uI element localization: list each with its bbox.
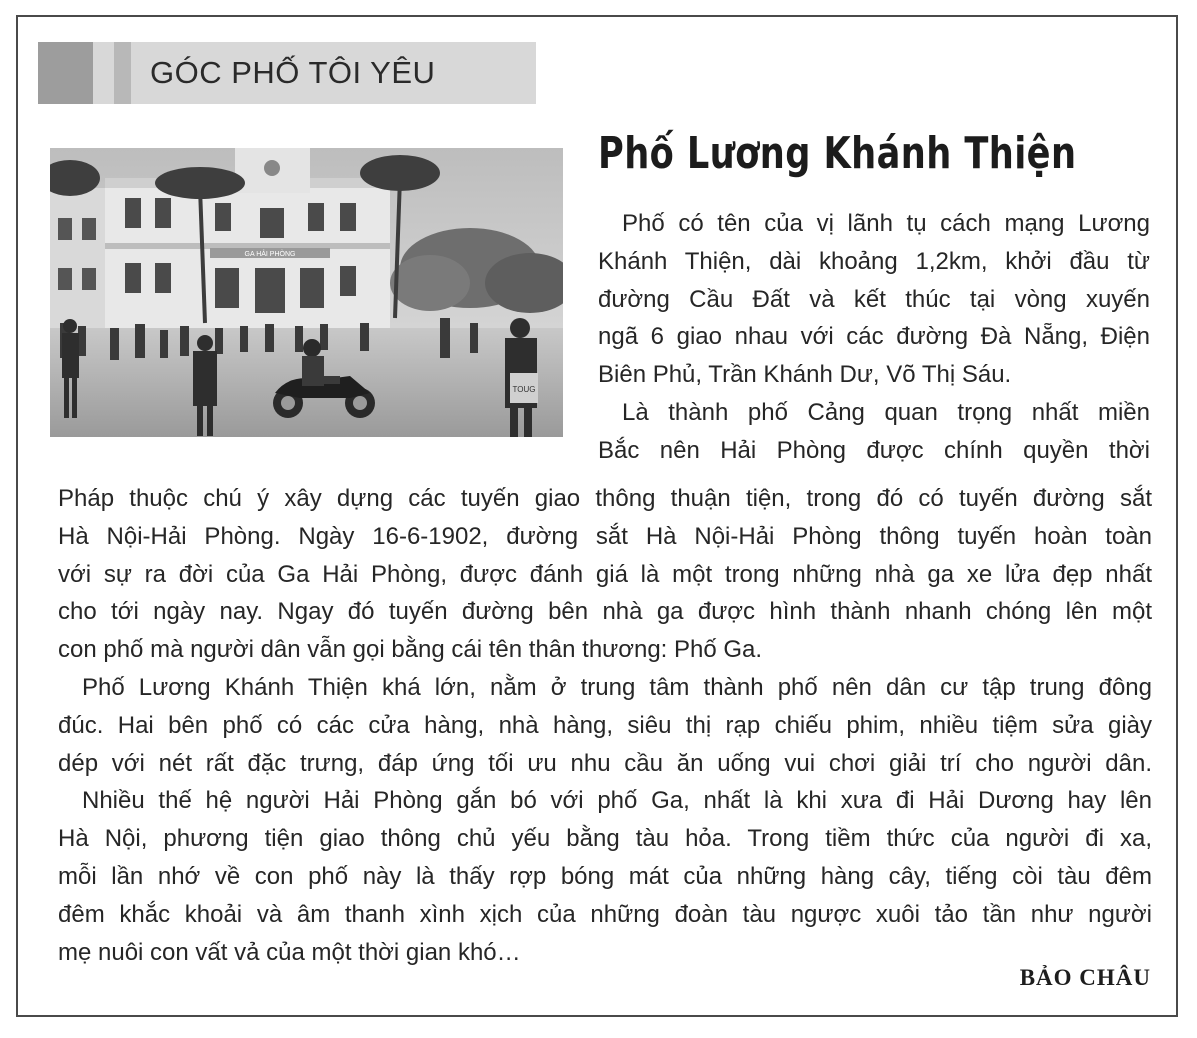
body-line: Là thành phố Cảng quan trọng nhất miền: [622, 398, 1150, 426]
body-line: đường Cầu Đất và kết thúc tại vòng xuyến: [598, 285, 1150, 313]
body-line: mẹ nuôi con vất vả của một thời gian khó…: [58, 938, 521, 966]
photo-bag-text: TOUG: [512, 385, 536, 394]
body-line: con phố mà người dân vẫn gọi bằng cái tên thân thương: Phố Ga.: [58, 636, 763, 664]
photo-station-sign: GA HẢI PHÒNG: [244, 251, 296, 258]
article-photo: [50, 148, 563, 437]
body-line: với sự ra đời của Ga Hải Phòng, được đánh giá là một trong những nhà ga xe lửa đẹp nhất: [58, 560, 1152, 588]
article-right-column: [598, 205, 1150, 470]
body-line: Khánh Thiện, dài khoảng 1,2km, khởi đầu từ: [598, 247, 1150, 275]
body-line: đúc. Hai bên phố có các cửa hàng, nhà hàng, siêu thị rạp chiếu phim, nhiều tiệm sửa giày: [58, 711, 1152, 739]
section-tag-dark-strip: [38, 42, 93, 104]
body-line: Nhiều thế hệ người Hải Phòng gắn bó với phố Ga, nhất là khi xưa đi Hải Dương hay lên: [82, 787, 1152, 815]
body-line: Phố có tên của vị lãnh tụ cách mạng Lương: [622, 210, 1150, 237]
section-tag: [38, 42, 536, 104]
article-title: Phố Lương Khánh Thiện: [598, 128, 1077, 179]
body-line: ngã 6 giao nhau với các đường Đà Nẵng, Điện: [598, 323, 1150, 351]
article-body: [58, 480, 1152, 971]
body-line: Biên Phủ, Trần Khánh Dư, Võ Thị Sáu.: [598, 361, 1012, 389]
body-line: Pháp thuộc chú ý xây dựng các tuyến giao thông thuận tiện, trong đó có tuyến đường sắt: [58, 485, 1152, 512]
section-label: GÓC PHỐ TÔI YÊU: [150, 55, 436, 90]
body-line: Hà Nội-Hải Phòng. Ngày 16-6-1902, đường sắt Hà Nội-Hải Phòng thông tuyến hoàn toàn: [58, 522, 1152, 550]
body-line: Phố Lương Khánh Thiện khá lớn, nằm ở trung tâm thành phố nên dân cư tập trung đông: [82, 673, 1152, 701]
body-line: mỗi lần nhớ về con phố này là thấy rợp bóng mát của những hàng cây, tiếng còi tàu đêm: [58, 862, 1152, 890]
body-line: đêm khắc khoải và âm thanh xình xịch của những đoàn tàu ngược xuôi tảo tần như người: [58, 900, 1152, 928]
section-tag-mid-strip: [114, 42, 131, 104]
body-line: dép với nét rất đặc trưng, đáp ứng tối ưu nhu cầu ăn uống vui chơi giải trí cho người dân.: [58, 749, 1152, 777]
body-line: Bắc nên Hải Phòng được chính quyền thời: [598, 436, 1150, 464]
body-line: cho tới ngày nay. Ngay đó tuyến đường bên nhà ga được hình thành nhanh chóng lên một: [58, 598, 1152, 626]
author-byline: BẢO CHÂU: [1019, 965, 1151, 990]
body-line: Hà Nội, phương tiện giao thông chủ yếu bằng tàu hỏa. Trong tiềm thức của người đi xa,: [58, 825, 1152, 853]
